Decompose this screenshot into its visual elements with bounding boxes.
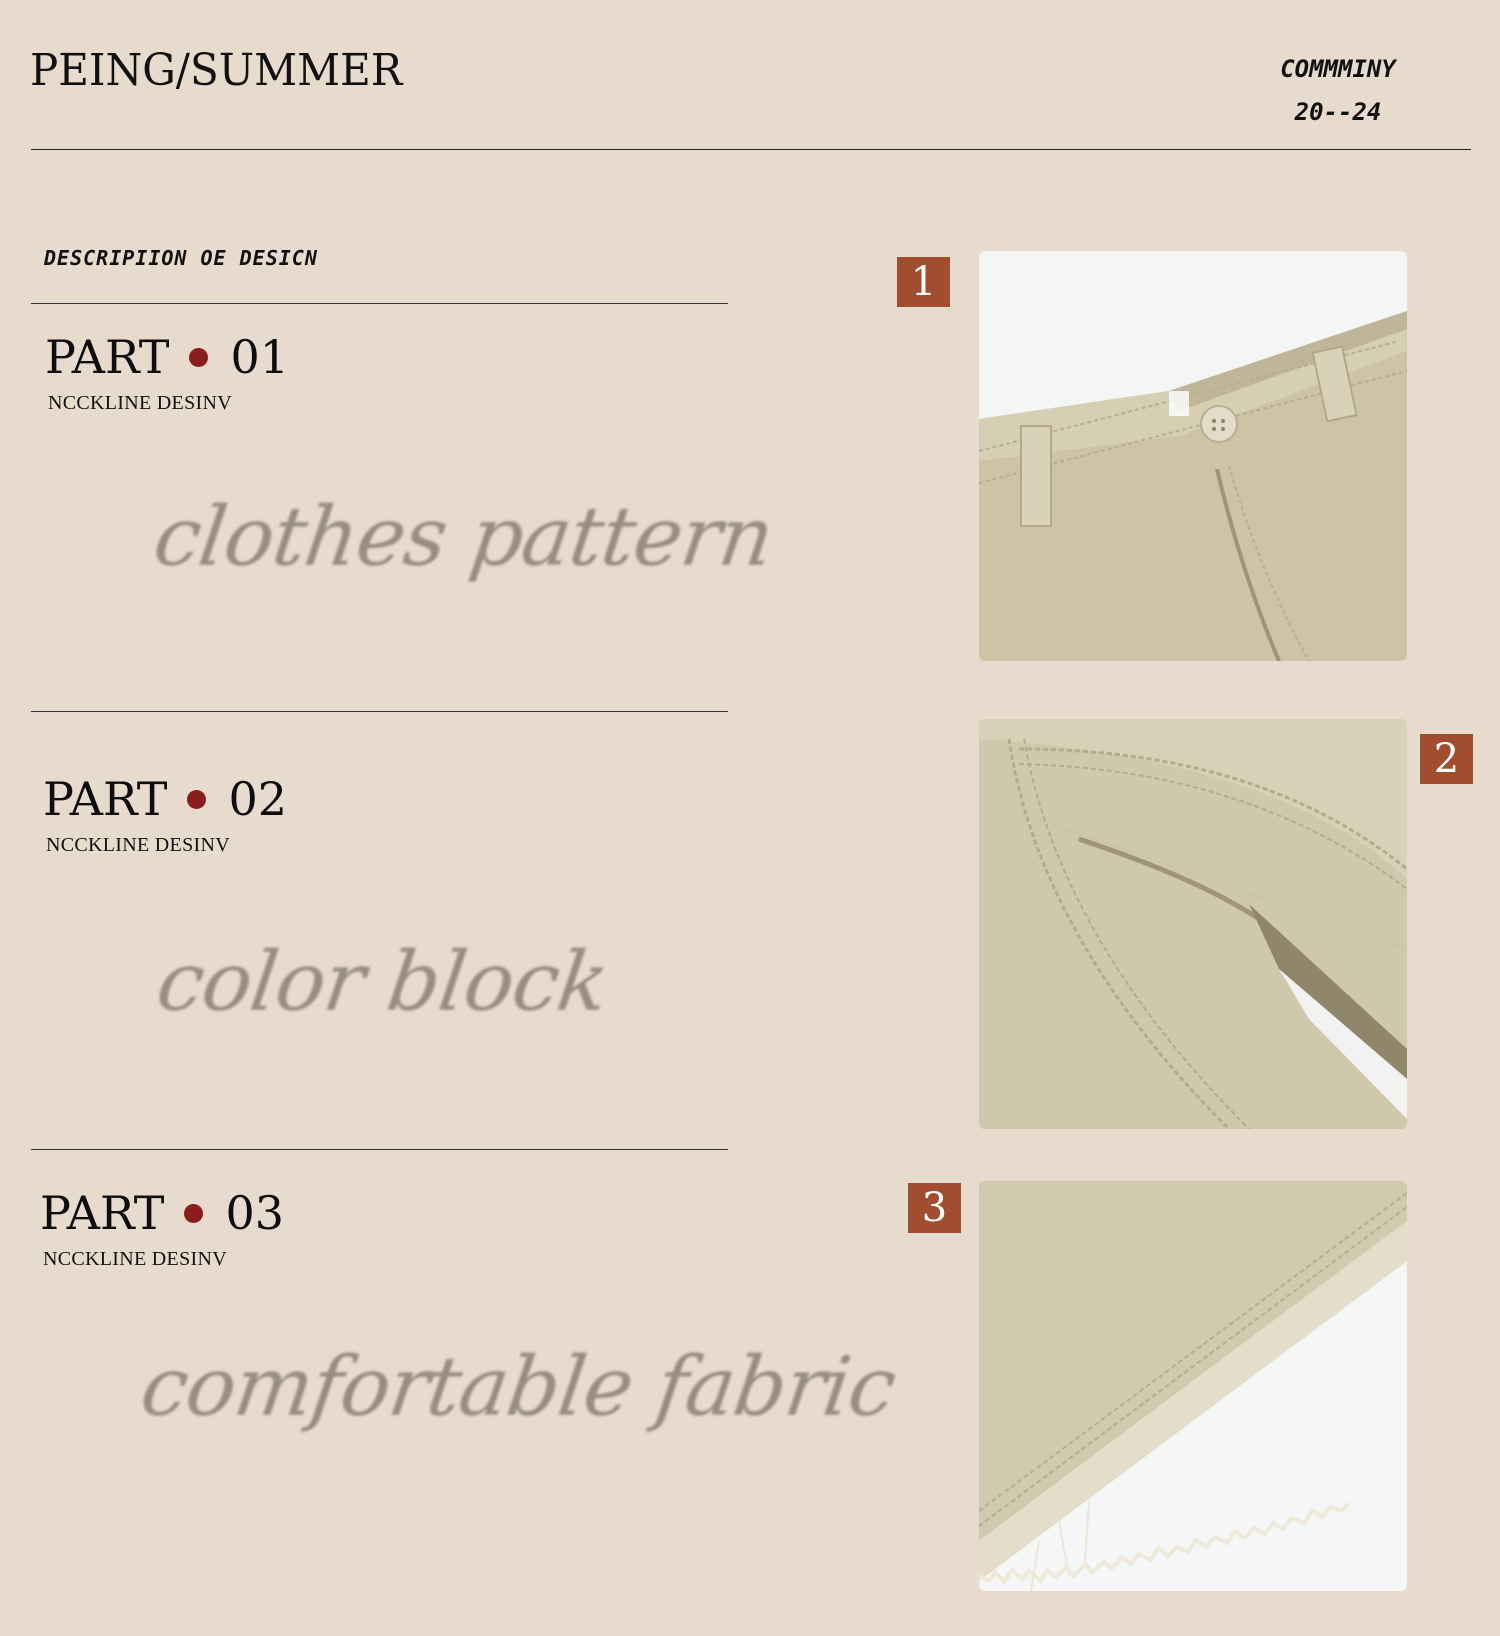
script-caption: color block [151, 935, 614, 1030]
brand-title: PEING/SUMMER [30, 44, 403, 96]
bullet-dot-icon [184, 1204, 203, 1223]
part-label: PART [43, 772, 168, 826]
part-heading-02 [43, 772, 287, 826]
pocket-photo [979, 719, 1407, 1129]
part-subtitle: NCCKLINE DESINV [46, 834, 230, 856]
part-number: 02 [228, 772, 288, 826]
part-subtitle: NCCKLINE DESINV [48, 392, 232, 414]
badge-2: 2 [1420, 734, 1473, 784]
divider [31, 1149, 728, 1150]
hem-photo [979, 1181, 1407, 1591]
season-line-2: 20--24 [1294, 98, 1382, 126]
part-number: 03 [225, 1186, 285, 1240]
part-heading-03 [40, 1186, 284, 1240]
season-line-1: COMMMINY [1280, 55, 1396, 83]
part-subtitle: NCCKLINE DESINV [43, 1248, 227, 1270]
waistband-photo [979, 251, 1407, 661]
header-divider [31, 149, 1471, 150]
part-heading-01 [45, 330, 289, 384]
bullet-dot-icon [187, 790, 206, 809]
badge-3: 3 [908, 1183, 961, 1233]
script-caption: clothes pattern [148, 490, 779, 585]
divider [31, 711, 728, 712]
part-label: PART [40, 1186, 165, 1240]
season-label [1248, 48, 1428, 134]
bullet-dot-icon [189, 348, 208, 367]
badge-1: 1 [897, 257, 950, 307]
script-caption: comfortable fabric [135, 1340, 901, 1435]
part-number: 01 [230, 330, 290, 384]
part-label: PART [45, 330, 170, 384]
divider [31, 303, 728, 304]
description-title: DESCRIPIION OE DESICN [44, 246, 318, 270]
